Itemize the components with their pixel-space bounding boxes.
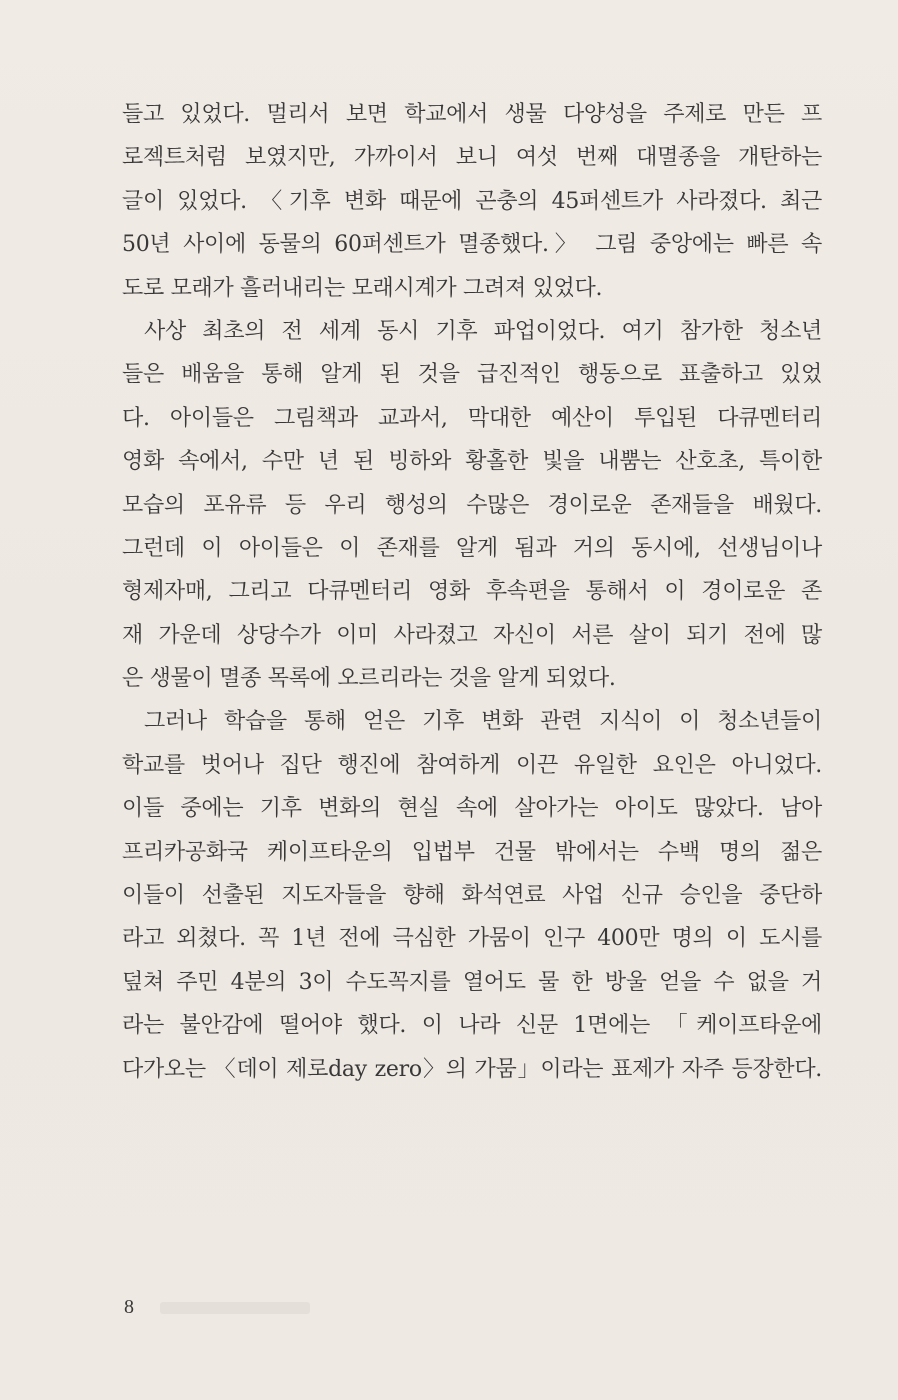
- text-line: 프리카공화국 케이프타운의 입법부 건물 밖에서는 수백 명의 젊은: [122, 839, 822, 865]
- text-line: 50년 사이에 동물의 60퍼센트가 멸종했다.〉 그림 중앙에는 빠른 속: [122, 232, 822, 258]
- text-line: 그러나 학습을 통해 얻은 기후 변화 관련 지식이 이 청소년들이: [144, 709, 822, 735]
- text-line: 영화 속에서, 수만 년 된 빙하와 황홀한 빛을 내뿜는 산호초, 특이한: [122, 449, 822, 475]
- text-line: 재 가운데 상당수가 이미 사라졌고 자신이 서른 살이 되기 전에 많: [122, 622, 822, 648]
- text-line: 다가오는 〈데이 제로day zero〉의 가뭄」이라는 표제가 자주 등장한다.: [122, 1056, 822, 1082]
- text-line: 덮쳐 주민 4분의 3이 수도꼭지를 열어도 물 한 방울 얻을 수 없을 거: [122, 969, 822, 995]
- text-line: 글이 있었다. 〈기후 변화 때문에 곤충의 45퍼센트가 사라졌다. 최근: [122, 188, 822, 214]
- text-line: 들은 배움을 통해 알게 된 것을 급진적인 행동으로 표출하고 있었: [122, 362, 822, 388]
- text-line: 학교를 벗어나 집단 행진에 참여하게 이끈 유일한 요인은 아니었다.: [122, 752, 822, 778]
- paragraph-3: [122, 700, 822, 1091]
- text-line: 은 생물이 멸종 목록에 오르리라는 것을 알게 되었다.: [122, 666, 616, 692]
- text-line: 들고 있었다. 멀리서 보면 학교에서 생물 다양성을 주제로 만든 프: [122, 102, 822, 127]
- text-line: 이들이 선출된 지도자들을 향해 화석연료 사업 신규 승인을 중단하: [122, 883, 822, 909]
- text-line: 사상 최초의 전 세계 동시 기후 파업이었다. 여기 참가한 청소년: [144, 318, 822, 344]
- paragraph-1: [122, 93, 822, 310]
- body-text: [122, 93, 822, 1091]
- paragraph-2: [122, 310, 822, 701]
- text-line: 라는 불안감에 떨어야 했다. 이 나라 신문 1면에는 「케이프타운에: [122, 1013, 822, 1039]
- page-number: 8: [124, 1296, 134, 1318]
- text-line: 형제자매, 그리고 다큐멘터리 영화 후속편을 통해서 이 경이로운 존: [122, 579, 822, 605]
- text-line: 다. 아이들은 그림책과 교과서, 막대한 예산이 투입된 다큐멘터리: [122, 405, 822, 431]
- text-line: 그런데 이 아이들은 이 존재를 알게 됨과 거의 동시에, 선생님이나: [122, 535, 822, 561]
- text-line: 모습의 포유류 등 우리 행성의 수많은 경이로운 존재들을 배웠다.: [122, 492, 822, 518]
- page-show-through: [160, 1302, 310, 1314]
- text-line: 로젝트처럼 보였지만, 가까이서 보니 여섯 번째 대멸종을 개탄하는: [122, 145, 822, 171]
- text-line: 라고 외쳤다. 꼭 1년 전에 극심한 가뭄이 인구 400만 명의 이 도시를: [122, 926, 822, 952]
- text-line: 이들 중에는 기후 변화의 현실 속에 살아가는 아이도 많았다. 남아: [122, 796, 822, 822]
- text-line: 도로 모래가 흘러내리는 모래시계가 그려져 있었다.: [122, 275, 603, 301]
